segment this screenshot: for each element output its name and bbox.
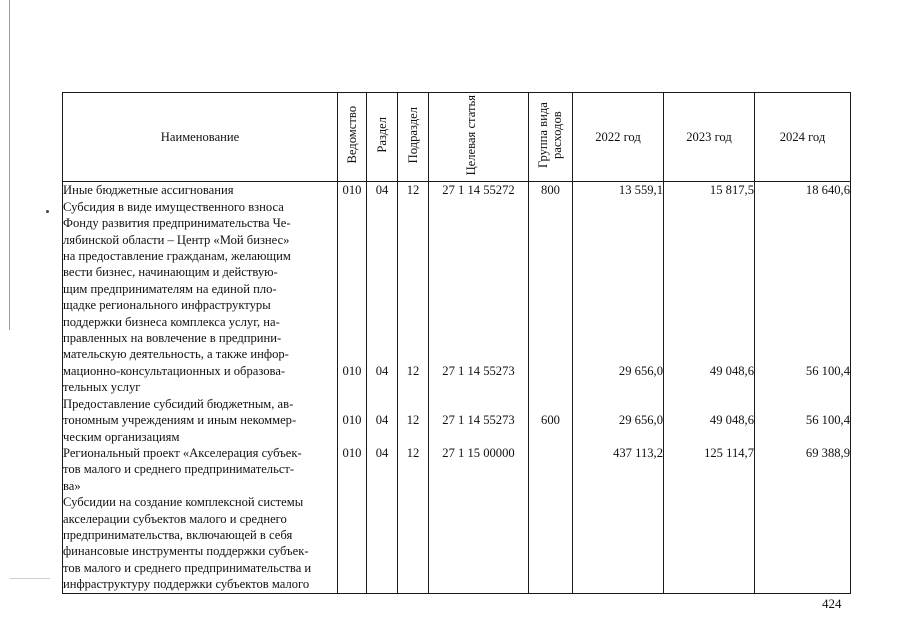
name-line: Субсидии на создание комплексной системы bbox=[63, 495, 304, 510]
y2024-column bbox=[755, 182, 851, 593]
y2022-value: 29 656,0 bbox=[618, 363, 663, 378]
header-name: Наименование bbox=[63, 93, 338, 182]
page-number: 424 bbox=[822, 596, 842, 611]
name-line: Субсидия в виде имущественного взноса bbox=[63, 199, 284, 214]
name-line: лябинской области – Центр «Мой бизнес» bbox=[63, 232, 290, 247]
celevaya-value: 27 1 14 55273 bbox=[442, 363, 515, 378]
name-line: инфраструктуру поддержки субъектов малого bbox=[63, 577, 310, 592]
name-line: акселерации субъектов малого и среднего bbox=[63, 511, 287, 526]
table-row bbox=[63, 182, 851, 593]
vedomstvo-value: 010 bbox=[342, 412, 362, 427]
y2024-value: 18 640,6 bbox=[805, 183, 850, 198]
name-line: поддержки бизнеса комплекса услуг, на- bbox=[63, 314, 280, 329]
y2023-value: 49 048,6 bbox=[709, 412, 754, 427]
y2022-value: 29 656,0 bbox=[618, 412, 663, 427]
name-line: правленных на вовлечение в предприни- bbox=[63, 331, 282, 346]
razdel-value: 04 bbox=[375, 445, 389, 460]
y2023-value: 49 048,6 bbox=[709, 363, 754, 378]
scan-edge-line bbox=[9, 0, 10, 330]
podrazdel-column bbox=[398, 182, 429, 593]
razdel-value: 04 bbox=[375, 363, 389, 378]
name-line: тов малого и среднего предпринимательст- bbox=[63, 462, 295, 477]
scan-edge-mark bbox=[10, 578, 50, 579]
name-line: Иные бюджетные ассигнования bbox=[63, 183, 234, 198]
celevaya-value: 27 1 15 00000 bbox=[442, 445, 515, 460]
name-line: вести бизнес, начинающим и действую- bbox=[63, 265, 278, 280]
y2023-value: 15 817,5 bbox=[709, 183, 754, 198]
gruppa-value bbox=[529, 363, 572, 379]
razdel-column bbox=[367, 182, 398, 593]
celevaya-value: 27 1 14 55272 bbox=[442, 183, 515, 198]
vedomstvo-value: 010 bbox=[342, 183, 362, 198]
name-line: мательскую деятельность, а также инфор- bbox=[63, 347, 289, 362]
gruppa-value: 600 bbox=[541, 412, 560, 427]
gruppa-column bbox=[529, 182, 573, 593]
scan-dot bbox=[46, 210, 49, 213]
table-header-row bbox=[63, 93, 851, 182]
name-line: предпринимательства, включающей в себя bbox=[63, 527, 293, 542]
header-celevaya: Целевая статья bbox=[429, 93, 529, 182]
name-line: тономным учреждениям и иным некоммер- bbox=[63, 413, 297, 428]
podrazdel-value: 12 bbox=[406, 412, 420, 427]
header-podrazdel: Подраздел bbox=[398, 93, 429, 182]
y2024-value: 56 100,4 bbox=[805, 412, 850, 427]
name-line: на предоставление гражданам, желающим bbox=[63, 249, 291, 264]
name-line: Предоставление субсидий бюджетным, ав- bbox=[63, 396, 294, 411]
name-line: Региональный проект «Акселерация субъек- bbox=[63, 445, 302, 460]
name-line: финансовые инструменты поддержки субъек- bbox=[63, 544, 309, 559]
name-line: ческим организациям bbox=[63, 429, 180, 444]
name-line: ва» bbox=[63, 478, 81, 493]
budget-table-wrapper bbox=[62, 92, 850, 594]
header-2024: 2024 год bbox=[755, 93, 851, 182]
name-line: щадке регионального инфраструктуры bbox=[63, 298, 271, 313]
podrazdel-value: 12 bbox=[406, 363, 420, 378]
celevaya-value: 27 1 14 55273 bbox=[442, 412, 515, 427]
y2024-value: 69 388,9 bbox=[805, 445, 850, 460]
y2022-column bbox=[573, 182, 664, 593]
header-gruppa: Группа вида расходов bbox=[529, 93, 573, 182]
header-razdel: Раздел bbox=[367, 93, 398, 182]
name-line: тельных услуг bbox=[63, 380, 141, 395]
header-vedomstvo: Ведомство bbox=[338, 93, 367, 182]
gruppa-value: 800 bbox=[541, 183, 560, 198]
celevaya-column bbox=[429, 182, 529, 593]
gruppa-value bbox=[529, 445, 572, 461]
name-line: тов малого и среднего предпринимательства и bbox=[63, 560, 312, 575]
razdel-value: 04 bbox=[375, 412, 389, 427]
name-line: мационно-консультационных и образова- bbox=[63, 363, 286, 378]
vedomstvo-column bbox=[338, 182, 367, 593]
y2023-value: 125 114,7 bbox=[704, 445, 754, 460]
name-line: Фонду развития предпринимательства Че- bbox=[63, 216, 291, 231]
vedomstvo-value: 010 bbox=[342, 363, 362, 378]
header-2022: 2022 год bbox=[573, 93, 664, 182]
header-2023: 2023 год bbox=[664, 93, 755, 182]
y2022-value: 13 559,1 bbox=[618, 183, 663, 198]
y2024-value: 56 100,4 bbox=[805, 363, 850, 378]
podrazdel-value: 12 bbox=[406, 183, 420, 198]
name-column bbox=[63, 182, 338, 593]
vedomstvo-value: 010 bbox=[342, 445, 362, 460]
budget-table bbox=[62, 92, 851, 594]
razdel-value: 04 bbox=[375, 183, 389, 198]
y2022-value: 437 113,2 bbox=[613, 445, 663, 460]
name-line: щим предпринимателям на единой пло- bbox=[63, 281, 277, 296]
y2023-column bbox=[664, 182, 755, 593]
podrazdel-value: 12 bbox=[406, 445, 420, 460]
